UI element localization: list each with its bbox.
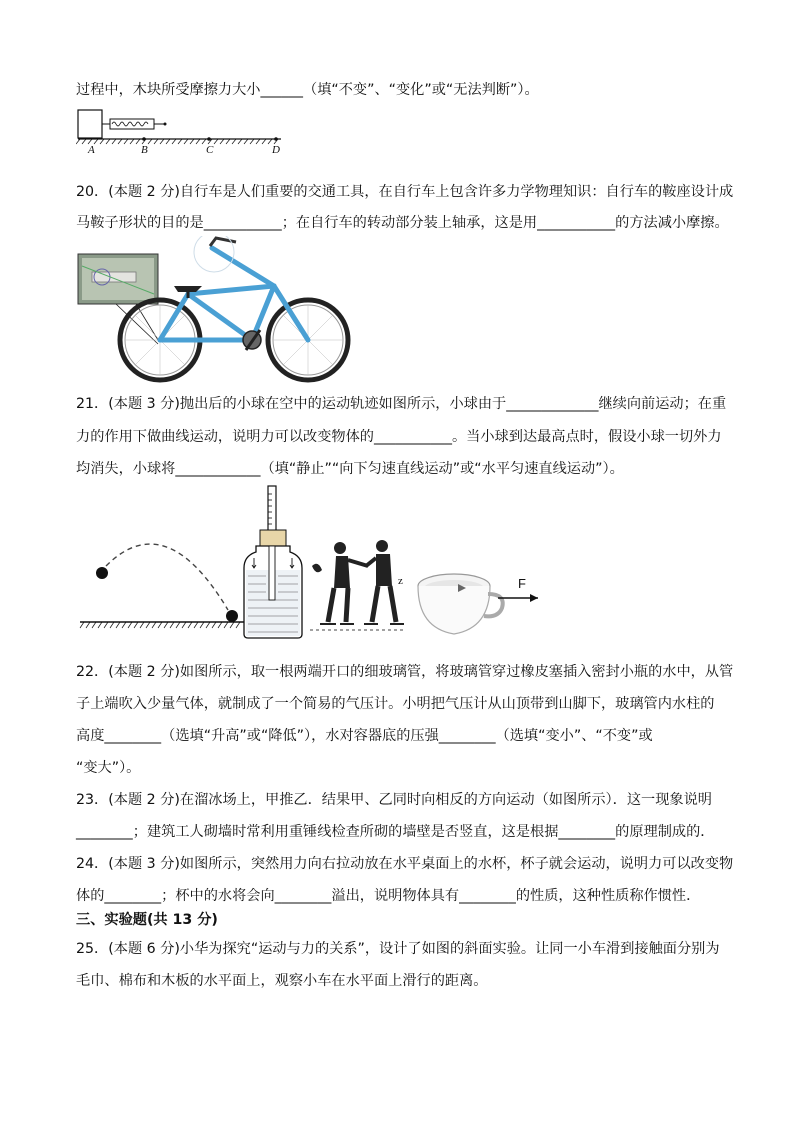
block-spring-figure — [76, 106, 288, 156]
q24-line1: 24．(本题 3 分)如图所示，突然用力向右拉动放在水平桌面上的水杯，杯子就会运动，说明力可以改变物 — [76, 856, 734, 872]
q22-line3: 高度________（选填“升高”或“降低”），水对容器底的压强________（选填“变小”、“不变”或 — [76, 728, 653, 744]
q20-line2: 马鞍子形状的目的是___________；在自行车的转动部分装上轴承，这是用___________的方法减小摩擦。 — [76, 215, 729, 231]
barometer-bottle-figure — [242, 484, 306, 640]
q23-line1: 23．(本题 2 分)在溜冰场上，甲推乙．结果甲、乙同时向相反的方向运动（如图所示）．这一现象说明 — [76, 792, 712, 808]
q25-line1: 25．(本题 6 分)小华为探究“运动与力的关系”，设计了如图的斜面实验。让同一小车滑到接触面分别为 — [76, 941, 720, 957]
q24-line2: 体的________；杯中的水将会向________溢出，说明物体具有________的性质，这种性质称作惯性． — [76, 888, 701, 904]
q22-line4: “变大”）。 — [76, 760, 141, 776]
q22-line1: 22．(本题 2 分)如图所示，取一根两端开口的细玻璃管，将玻璃管穿过橡皮塞插入密封小瓶的水中，从管 — [76, 664, 734, 680]
q19-text: 过程中，木块所受摩擦力大小______（填“不变”、“变化”或“无法判断”）。 — [76, 82, 539, 98]
q21-line3: 均消失，小球将____________（填“静止”“向下匀速直线运动”或“水平匀速直线运动”）。 — [76, 461, 624, 477]
q22-line2: 子上端吹入少量气体，就制成了一个简易的气压计。小明把气压计从山顶带到山脚下，玻璃管内水柱的 — [76, 696, 715, 712]
point-label-b: B — [141, 144, 148, 156]
q20-line1: 20．(本题 2 分)自行车是人们重要的交通工具，在自行车上包含许多力学物理知识：自行车的鞍座设计成 — [76, 184, 734, 200]
section-title: 三、实验题(共 13 分) — [76, 912, 218, 928]
q25-line2: 毛巾、棉布和木板的水平面上，观察小车在水平面上滑行的距离。 — [76, 973, 488, 989]
q21-line1: 21．(本题 3 分)抛出后的小球在空中的运动轨迹如图所示，小球由于_____________继续向前运动；在重 — [76, 396, 727, 412]
point-label-a: A — [88, 144, 95, 156]
person-label-b: z — [398, 575, 403, 587]
force-label-f: F — [518, 576, 526, 591]
skaters-figure — [306, 536, 410, 636]
cup-force-figure — [414, 564, 546, 640]
ball-trajectory-figure — [76, 536, 246, 636]
q21-line2: 力的作用下做曲线运动，说明力可以改变物体的___________。当小球到达最高点时，假设小球一切外力 — [76, 429, 722, 445]
point-label-c: C — [206, 144, 214, 156]
point-label-d: D — [272, 144, 280, 156]
q23-line2: ________；建筑工人砌墙时常利用重锤线检查所砌的墙壁是否竖直，这是根据________的原理制成的． — [76, 824, 715, 840]
bicycle-figure — [76, 236, 366, 386]
